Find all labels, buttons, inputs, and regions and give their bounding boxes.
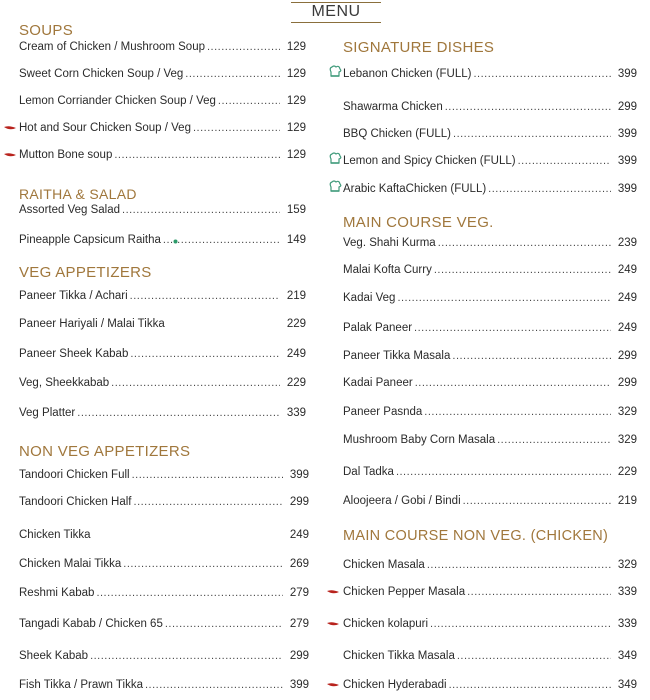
menu-item: Tandoori Chicken Half ..... 299 (19, 494, 309, 510)
chef-hat-icon (328, 152, 342, 166)
menu-item: Mushroom Baby Corn Masala ..... 329 (343, 432, 637, 448)
chili-icon (326, 682, 340, 688)
menu-item: BBQ Chicken (FULL) ..... 399 (343, 126, 637, 142)
menu-item: Pineapple Capsicum Raitha ..... 149 (19, 232, 306, 248)
non-veg-appetizers-heading: NON VEG APPETIZERS (19, 443, 191, 460)
menu-item: Shawarma Chicken ..... 299 (343, 99, 637, 115)
main-nonveg-heading: MAIN COURSE NON VEG. (CHICKEN) (343, 528, 609, 544)
menu-item: Lebanon Chicken (FULL) ..... 399 (343, 66, 637, 82)
menu-item: Chicken Masala ..... 329 (343, 557, 637, 573)
menu-item: Malai Kofta Curry ..... 249 (343, 262, 637, 278)
menu-item: Palak Paneer ..... 249 (343, 320, 637, 336)
menu-item: Kadai Veg ..... 249 (343, 290, 637, 306)
menu-item: Lemon Corriander Chicken Soup / Veg ..... 129 (19, 93, 306, 109)
chili-icon (326, 621, 340, 627)
menu-item: Assorted Veg Salad ..... 159 (19, 202, 306, 218)
menu-item: Paneer Sheek Kabab ..... 249 (19, 346, 306, 362)
menu-item: Sweet Corn Chicken Soup / Veg ..... 129 (19, 66, 306, 82)
raitha-heading: RAITHA & SALAD (19, 186, 137, 202)
chili-icon (326, 589, 340, 595)
chef-hat-icon (328, 180, 342, 194)
menu-item: Sheek Kabab ..... 299 (19, 648, 309, 664)
menu-item: Paneer Tikka Masala ..... 299 (343, 348, 637, 364)
menu-item: Fish Tikka / Prawn Tikka ..... 399 (19, 677, 309, 693)
menu-item: Chicken kolapuri ..... 339 (343, 616, 637, 632)
menu-item: Chicken Tikka Masala ..... 349 (343, 648, 637, 664)
menu-item: Kadai Paneer ..... 299 (343, 375, 637, 391)
menu-item: Veg, Sheekkabab ..... 229 (19, 375, 306, 391)
chili-icon (3, 152, 17, 158)
menu-item: Chicken Tikka 249 (19, 529, 309, 541)
menu-item: Chicken Pepper Masala ..... 339 (343, 584, 637, 600)
menu-item: Mutton Bone soup ..... 129 (19, 147, 306, 163)
main-veg-heading: MAIN COURSE VEG. (343, 214, 494, 231)
leaf-icon (173, 239, 178, 244)
menu-item: Cream of Chicken / Mushroom Soup ..... 129 (19, 39, 306, 55)
chili-icon (3, 125, 17, 131)
veg-appetizers-heading: VEG APPETIZERS (19, 264, 152, 281)
menu-title: MENU (291, 2, 381, 23)
menu-item: Lemon and Spicy Chicken (FULL) ..... 399 (343, 153, 637, 169)
menu-item: Reshmi Kabab ..... 279 (19, 585, 309, 601)
menu-item: Tangadi Kabab / Chicken 65 ..... 279 (19, 616, 309, 632)
menu-item: Paneer Tikka / Achari ..... 219 (19, 288, 306, 304)
menu-item: Chicken Hyderabadi ..... 349 (343, 677, 637, 693)
menu-item: Veg. Shahi Kurma ..... 239 (343, 235, 637, 251)
signature-heading: SIGNATURE DISHES (343, 39, 495, 56)
menu-item: Arabic KaftaChicken (FULL) ..... 399 (343, 181, 637, 197)
menu-item: Paneer Pasnda ..... 329 (343, 404, 637, 420)
menu-item: Veg Platter ..... 339 (19, 405, 306, 421)
menu-item: Paneer Hariyali / Malai Tikka 229 (19, 318, 306, 330)
menu-item: Dal Tadka ..... 229 (343, 464, 637, 480)
menu-item: Tandoori Chicken Full ..... 399 (19, 467, 309, 483)
menu-item: Aloojeera / Gobi / Bindi ..... 219 (343, 493, 637, 509)
menu-item: Chicken Malai Tikka ..... 269 (19, 556, 309, 572)
chef-hat-icon (328, 65, 342, 79)
menu-item: Hot and Sour Chicken Soup / Veg ..... 129 (19, 120, 306, 136)
soups-heading: SOUPS (19, 22, 74, 39)
